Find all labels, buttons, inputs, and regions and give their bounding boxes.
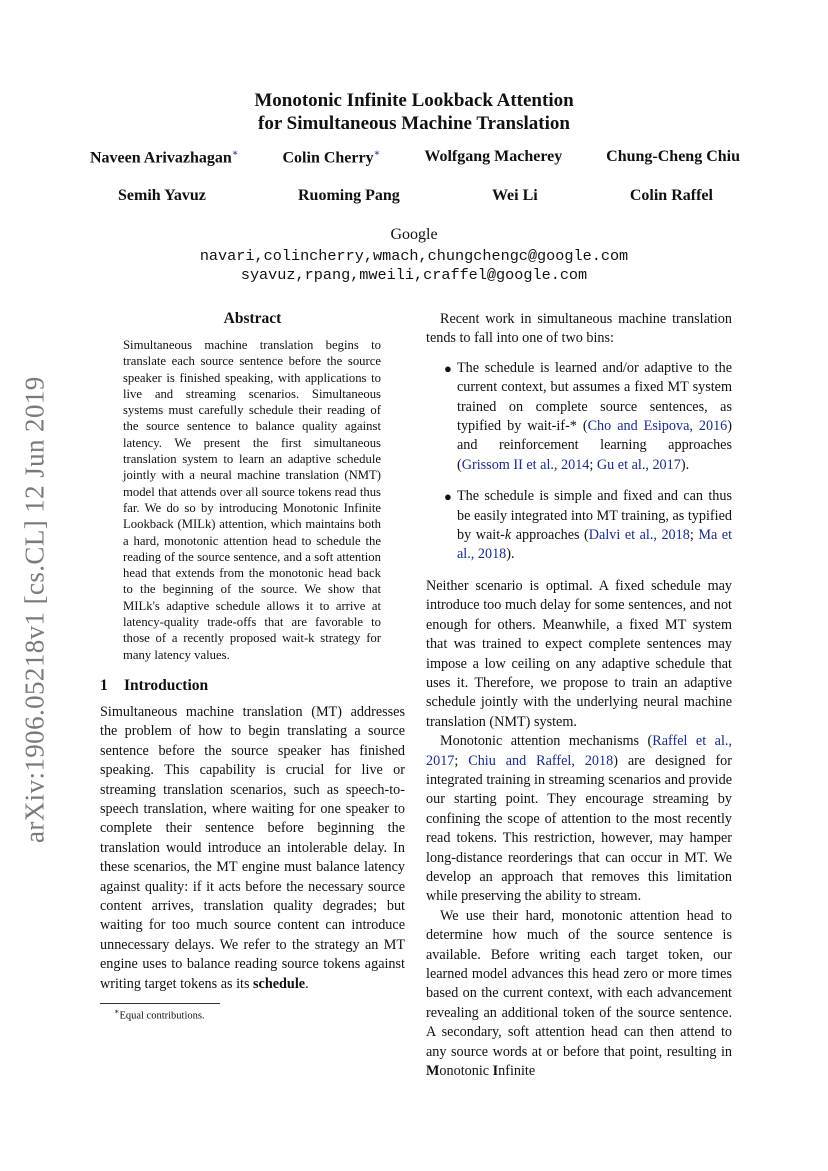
citation-link[interactable]: Raffel et al., 2017 — [426, 733, 733, 769]
bullet-icon: ● — [444, 489, 452, 505]
author-name: Colin Cherry — [282, 149, 374, 167]
bullet-text: ) and reinforcement learning approaches ( — [457, 418, 732, 473]
section-heading — [100, 677, 405, 695]
author-name: Wolfgang Macherey — [424, 148, 563, 165]
citation-link[interactable]: Chiu and Raffel, 2018 — [468, 752, 614, 769]
intro-text-end: . — [305, 975, 309, 992]
intro-text: Simultaneous machine translation (MT) addresses the problem of how to begin translating a source sentence before the source speaker has finished speaking. This capability is crucial for live or streaming translation scenarios, such as speech-to-speech translation, where waiting for one speaker to complete their sentence before beginning the translation would introduce an intolerable delay. In these scenarios, the MT engine must balance latency against quality: if it acts before the necessary source content arrives, translation quality degrades; but waiting for too much source content can introduce unnecessary delays. We refer to the strategy an MT engine uses to balance reading source tokens against writing target tokens as its — [100, 703, 405, 992]
citation-link[interactable]: Gu et al., 2017 — [596, 456, 681, 473]
acronym-letter: M — [426, 1063, 440, 1080]
schedule-term: schedule — [253, 975, 306, 992]
title-line-1: Monotonic Infinite Lookback Attention — [254, 90, 574, 111]
title-line-2: for Simultaneous Machine Translation — [258, 113, 570, 134]
citation-link[interactable]: Grissom II et al., 2014 — [461, 456, 590, 473]
approach-list — [426, 359, 732, 565]
footnote-text: Equal contributions. — [119, 1010, 205, 1022]
email-line-2: syavuz,rpang,mweili,craffel@google.com — [240, 266, 588, 284]
math-variable: k — [504, 527, 512, 544]
paragraph-text: ; — [454, 752, 469, 769]
author — [283, 148, 381, 167]
paragraph-text: ) are designed for integrated training in streaming scenarios and provide our starting point. They encourage streaming by confining the scope of attention to the most recently read tokens. This restriction, however, may hamper long-distance reorderings that can occur in MT. We develop an approach that removes this limitation while preserving the ability to stream. — [426, 752, 732, 905]
equal-contribution-mark[interactable]: ∗ — [231, 148, 239, 159]
author-row-1 — [90, 148, 740, 167]
bullet-text: ). — [680, 456, 690, 473]
section-title: Introduction — [124, 676, 209, 694]
citation-link[interactable]: Dalvi et al., 2018 — [588, 527, 690, 544]
list-item — [426, 359, 732, 475]
acronym-letter: I — [492, 1063, 499, 1080]
author-row-2 — [118, 187, 713, 205]
abstract-heading: Abstract — [223, 310, 282, 327]
abstract-text: Simultaneous machine translation begins to translate each source sentence before the source speaker is finished speaking, with applications to live and streaming scenarios. Simultaneous systems must carefully schedule their reading of the source sentence to balance quality against latency. We present the first simultaneous translation system to learn an adaptive schedule jointly with a neural machine translation (NMT) model that attends over all source tokens read thus far. We do so by introducing Monotonic Infinite Lookback (MILk) attention, which maintains both a hard, monotonic attention head to schedule the reading of the source sentence, and a soft attention head that extends from the monotonic head back to the beginning of the source. We show that MILk's adaptive schedule allows it to arrive at latency-quality trade-offs that are favorable to those of a recently proposed wait-k strategy for many latency values. — [123, 338, 381, 662]
body-paragraph: Neither scenario is optimal. A fixed schedule may introduce too much delay for some sentences, and not enough for others. Meanwhile, a fixed MT system that was trained to expect complete sentences may impose a low ceiling on any adaptive schedule that uses it. Therefore, we propose to train an adaptive schedule jointly with the underlying neural machine translation (NMT) system. — [426, 577, 732, 730]
equal-contribution-mark[interactable]: ∗ — [373, 148, 381, 159]
paragraph-text: We use their hard, monotonic attention head to determine how much of the source sentence is available. Before writing each target token, our learned model advances this head zero or more times based on the current context, with each advancement revealing an additional token of the source sentence. A secondary, soft attention head can then attend to any source words at or before that point, resulting in — [426, 907, 732, 1060]
right-lead-paragraph: Recent work in simultaneous machine translation tends to fall into one of two bins: — [426, 311, 732, 347]
author — [424, 148, 562, 167]
list-item — [426, 487, 732, 565]
paragraph-text: onotonic — [439, 1063, 493, 1080]
author — [606, 148, 740, 167]
left-column — [100, 310, 405, 1022]
section-number: 1 — [100, 676, 108, 694]
email-line-1: navari,colincherry,wmach,chungchengc@google.com — [199, 247, 629, 265]
paragraph-text: Monotonic attention mechanisms ( — [440, 733, 653, 750]
footnote — [114, 1007, 405, 1022]
author-name: Wei Li — [491, 187, 538, 204]
bullet-text: The schedule is simple and fixed and can thus be easily integrated into MT training, as typified by wait- — [457, 488, 732, 544]
paragraph-text: nfinite — [498, 1063, 536, 1080]
bullet-text: ). — [506, 546, 515, 563]
bullet-text: ; — [689, 527, 699, 544]
bullet-icon: ● — [444, 360, 452, 376]
footnote-divider — [100, 1003, 220, 1004]
author — [90, 148, 239, 167]
bullet-text: The schedule is learned and/or adaptive to the current context, but assumes a fixed MT system trained on complete source sentences, as typified by wait-if-* ( — [457, 359, 732, 435]
author-name: Semih Yavuz — [118, 187, 206, 204]
arxiv-stamp: arXiv:1906.05218v1 [cs.CL] 12 Jun 2019 — [19, 376, 50, 844]
right-column — [426, 310, 732, 1081]
affiliation: Google — [390, 226, 438, 243]
body-paragraph — [426, 907, 732, 1082]
body-paragraph — [426, 732, 732, 907]
author-name: Ruoming Pang — [298, 187, 400, 204]
intro-paragraph — [100, 703, 405, 994]
author-name: Chung-Cheng Chiu — [606, 148, 740, 165]
author-name: Naveen Arivazhagan — [90, 149, 232, 167]
citation-link[interactable]: Cho and Esipova, 2016 — [587, 418, 728, 435]
bullet-text: approaches ( — [511, 527, 589, 544]
paper-title — [0, 89, 828, 135]
author-name: Colin Raffel — [629, 187, 713, 204]
bullet-text: ; — [589, 456, 597, 473]
citation-link[interactable]: Ma et al., 2018 — [457, 527, 733, 563]
footnote-mark: ∗ — [114, 1007, 120, 1017]
